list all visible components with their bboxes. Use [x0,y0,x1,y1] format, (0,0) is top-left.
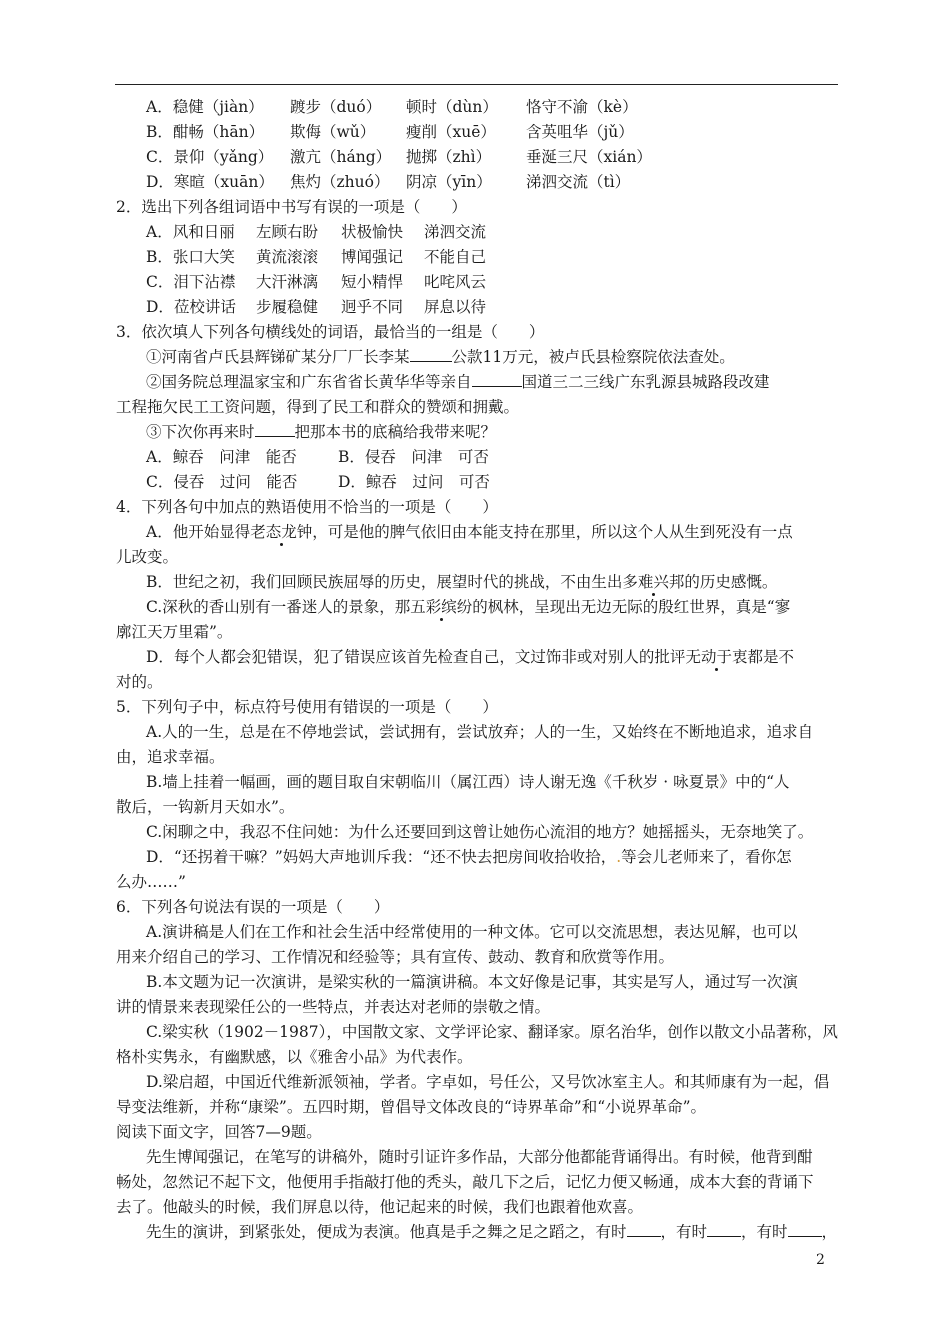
q2-option-c-4: 叱咤风云 [424,273,487,291]
q5-stem: 5．下列句子中，标点符号使用有错误的一项是（ ） [116,698,498,716]
q3-option-c: C．侵吞 过问 能否 [146,473,298,491]
q2-option-d-1: D．莅校讲话 [146,298,236,316]
q4-option-c [146,596,790,618]
q5-option-a-cont: 由，追求幸福。 [116,748,225,766]
q3-sentence-1 [146,346,735,368]
page-number: 2 [816,1252,825,1268]
q1-option-d-1: D．寒暄（xuān） [146,173,274,191]
q1-option-b-3: 瘦削（xuē） [406,123,496,141]
q3-sentence-2-tail: 国道三二三线广东乳源县城路段改建 [521,373,770,391]
q6-option-d-cont: 导变法维新，并称“康梁”。五四时期，曾倡导文体改良的“诗界革命”和“小说界革命”。 [116,1098,707,1116]
q2-option-a-2: 左顾右盼 [256,223,319,241]
q1-option-a-2: 踱步（duó） [290,98,382,116]
q2-option-b-4: 不能自己 [424,248,487,266]
q1-option-d-2: 焦灼（zhuó） [290,173,390,191]
q3-sentence-3-tail: 把那本书的底稿给我带来呢？ [294,423,497,441]
header-rule [115,84,838,85]
q6-option-b-cont: 讲的情景来表现梁任公的一些特点，并表达对老师的崇敬之情。 [116,998,551,1016]
q3-sentence-1-text: ①河南省卢氏县辉锑矿某分厂厂长李某 [146,348,410,366]
q2-option-a-4: 涕泗交流 [424,223,487,241]
q3-sentence-2 [146,371,770,393]
q3-option-d: D．鲸吞 过问 可否 [338,473,490,491]
q4-option-d [146,646,794,668]
q3-blank-3 [255,421,295,437]
q6-option-c-cont: 格朴实隽永，有幽默感，以《雅舍小品》为代表作。 [116,1048,473,1066]
reading-paragraph-2-part-2: ，有时 [660,1223,708,1241]
q1-option-a-1: A．稳健（jiàn） [146,98,264,116]
q2-option-b-1: B．张口大笑 [146,248,235,266]
q4-option-c-cont: 廓江天万里霜”。 [116,623,233,641]
q3-option-b: B．侵吞 问津 可否 [338,448,489,466]
q1-option-c-1: C．景仰（yǎng） [146,148,274,166]
q6-option-c: C.梁实秋（1902－1987），中国散文家、文学评论家、翻译家。原名治华，创作以散文小品著称，风 [146,1023,838,1041]
q2-option-b-2: 黄流滚滚 [256,248,319,266]
q3-option-a: A．鲸吞 问津 能否 [146,448,297,466]
reading-paragraph-1-line-2: 畅处，忽然记不起下文，他便用手指敲打他的秃头，敲几下之后，记忆力便又畅通，成本大套的背诵下 [116,1173,814,1191]
reading-blank-3 [788,1221,822,1237]
q1-option-d-3: 阴凉（yīn） [406,173,492,191]
q2-option-d-2: 步履稳健 [256,298,319,316]
reading-blank-1 [627,1221,661,1237]
q2-option-c-1: C．泪下沾襟 [146,273,236,291]
q2-stem: 2．选出下列各组词语中书写有误的一项是（ ） [116,198,467,216]
q1-option-b-2: 欺侮（wǔ） [290,123,376,141]
q4-option-d-tail: 都是不 [747,648,794,666]
q6-option-a: A.演讲稿是人们在工作和社会生活中经常使用的一种文体。它可以交流思想，表达见解，也可以 [146,923,798,941]
q4-option-d-idiom: 无动于衷 [685,648,748,666]
q3-stem: 3．依次填人下列各句横线处的词语，最恰当的一组是（ ） [116,323,545,341]
reading-intro: 阅读下面文字，回答7—9题。 [116,1123,322,1141]
q4-stem: 4．下列各句中加点的熟语使用不恰当的一项是（ ） [116,498,498,516]
q3-sentence-3 [146,421,496,443]
q5-option-d-tail: 等会儿老师来了，看你怎 [621,848,792,866]
q1-option-c-4: 垂涎三尺（xián） [526,148,652,166]
q5-option-d-text: D．“还拐着干嘛？”妈妈大声地训斥我：“还不快去把房间收拾收拾， [146,848,617,866]
q6-option-a-cont: 用来介绍自己的学习、工作情况和经验等；具有宣传、鼓动、教育和欣赏等作用。 [116,948,675,966]
q6-option-d: D.梁启超，中国近代维新派领袖，学者。字卓如，号任公，又号饮冰室主人。和其师康有为一起，倡 [146,1073,830,1091]
q5-option-b-cont: 散后，一钩新月天如水”。 [116,798,295,816]
q4-option-a-idiom: 老态龙钟 [250,523,313,541]
q2-option-c-2: 大汗淋漓 [256,273,319,291]
q1-option-d-4: 涕泗交流（tì） [526,173,631,191]
q4-option-c-tail: 的枫林，呈现出无边无际的殷红世界，真是“寥 [472,598,791,616]
q3-sentence-2-cont: 工程拖欠民工工资问题，得到了民工和群众的赞颂和拥戴。 [116,398,520,416]
q1-option-a-3: 顿时（dùn） [406,98,498,116]
q3-sentence-2-text: ②国务院总理温家宝和广东省省长黄华华等亲自 [146,373,472,391]
reading-blank-2 [707,1221,741,1237]
q4-option-a-text: A．他开始显得 [146,523,251,541]
q4-option-b-idiom: 多难兴邦 [622,573,685,591]
q4-option-a-cont: 儿改变。 [116,548,179,566]
q4-option-c-text: C.深秋的香山别有一番迷人的景象，那 [146,598,411,616]
q4-option-a-tail: ，可是他的脾气依旧由本能支持在那里，所以这个人从生到死没有一点 [312,523,793,541]
q1-option-c-3: 抛掷（zhì） [406,148,492,166]
reading-paragraph-1-line-3: 去了。他敲头的时候，我们屏息以待，他记起来的时候，我们也跟着他欢喜。 [116,1198,644,1216]
q3-blank-2 [472,371,522,387]
reading-paragraph-2-end: ， [821,1223,838,1241]
q4-option-d-text: D．每个人都会犯错误，犯了错误应该首先检查自己，文过饰非或对别人的批评 [146,648,686,666]
q1-option-b-1: B．酣畅（hān） [146,123,265,141]
q4-option-d-cont: 对的。 [116,673,163,691]
reading-paragraph-1: 先生博闻强记，在笔写的讲稿外，随时引证许多作品，大部分他都能背诵得出。有时候，他背到酣 [146,1148,813,1166]
q4-option-a [146,521,793,543]
q3-sentence-1-tail: 公款11万元，被卢氏县检察院依法查处。 [451,348,735,366]
q2-option-d-3: 迥乎不同 [341,298,404,316]
q5-option-d-cont: 么办……” [116,873,186,891]
q6-stem: 6．下列各句说法有误的一项是（ ） [116,898,390,916]
q2-option-a-1: A．风和日丽 [146,223,235,241]
q2-option-b-3: 博闻强记 [341,248,404,266]
q2-option-d-4: 屏息以待 [424,298,487,316]
q2-option-a-3: 状极愉快 [341,223,404,241]
q5-option-d [146,846,792,868]
q4-option-b-text: B．世纪之初，我们回顾民族屈辱的历史，展望时代的挑战，不由生出 [146,573,623,591]
q3-sentence-3-text: ③下次你再来时 [146,423,255,441]
q2-option-c-3: 短小精悍 [341,273,404,291]
q5-option-a: A.人的一生，总是在不停地尝试，尝试拥有，尝试放弃；人的一生，又始终在不断地追求，追求自 [146,723,814,741]
q5-option-b: B.墙上挂着一幅画，画的题目取自宋朝临川（属江西）诗人谢无逸《千秋岁 · 咏夏景》中的“人 [146,773,790,791]
q5-option-c: C.闲聊之中，我忍不住问她：为什么还要回到这曾让她伤心流泪的地方？她摇摇头，无奈地笑了。 [146,823,814,841]
q6-option-b: B.本文题为记一次演讲，是梁实秋的一篇演讲稿。本文好像是记事，其实是写人，通过写一次演 [146,973,798,991]
q3-blank-1 [410,346,452,362]
reading-paragraph-2-text: 先生的演讲，到紧张处，便成为表演。他真是手之舞之足之蹈之，有时 [146,1223,627,1241]
q4-option-b [146,571,777,593]
reading-paragraph-2-part-3: ，有时 [741,1223,788,1241]
q1-option-a-4: 恪守不渝（kè） [526,98,638,116]
q1-option-b-4: 含英咀华（jǔ） [526,123,634,141]
ornament-mark: . [616,848,622,866]
reading-paragraph-2 [146,1221,837,1243]
q4-option-b-tail: 的历史感慨。 [684,573,778,591]
q4-option-c-idiom: 五彩缤纷 [410,598,473,616]
q1-option-c-2: 激亢（háng） [290,148,392,166]
